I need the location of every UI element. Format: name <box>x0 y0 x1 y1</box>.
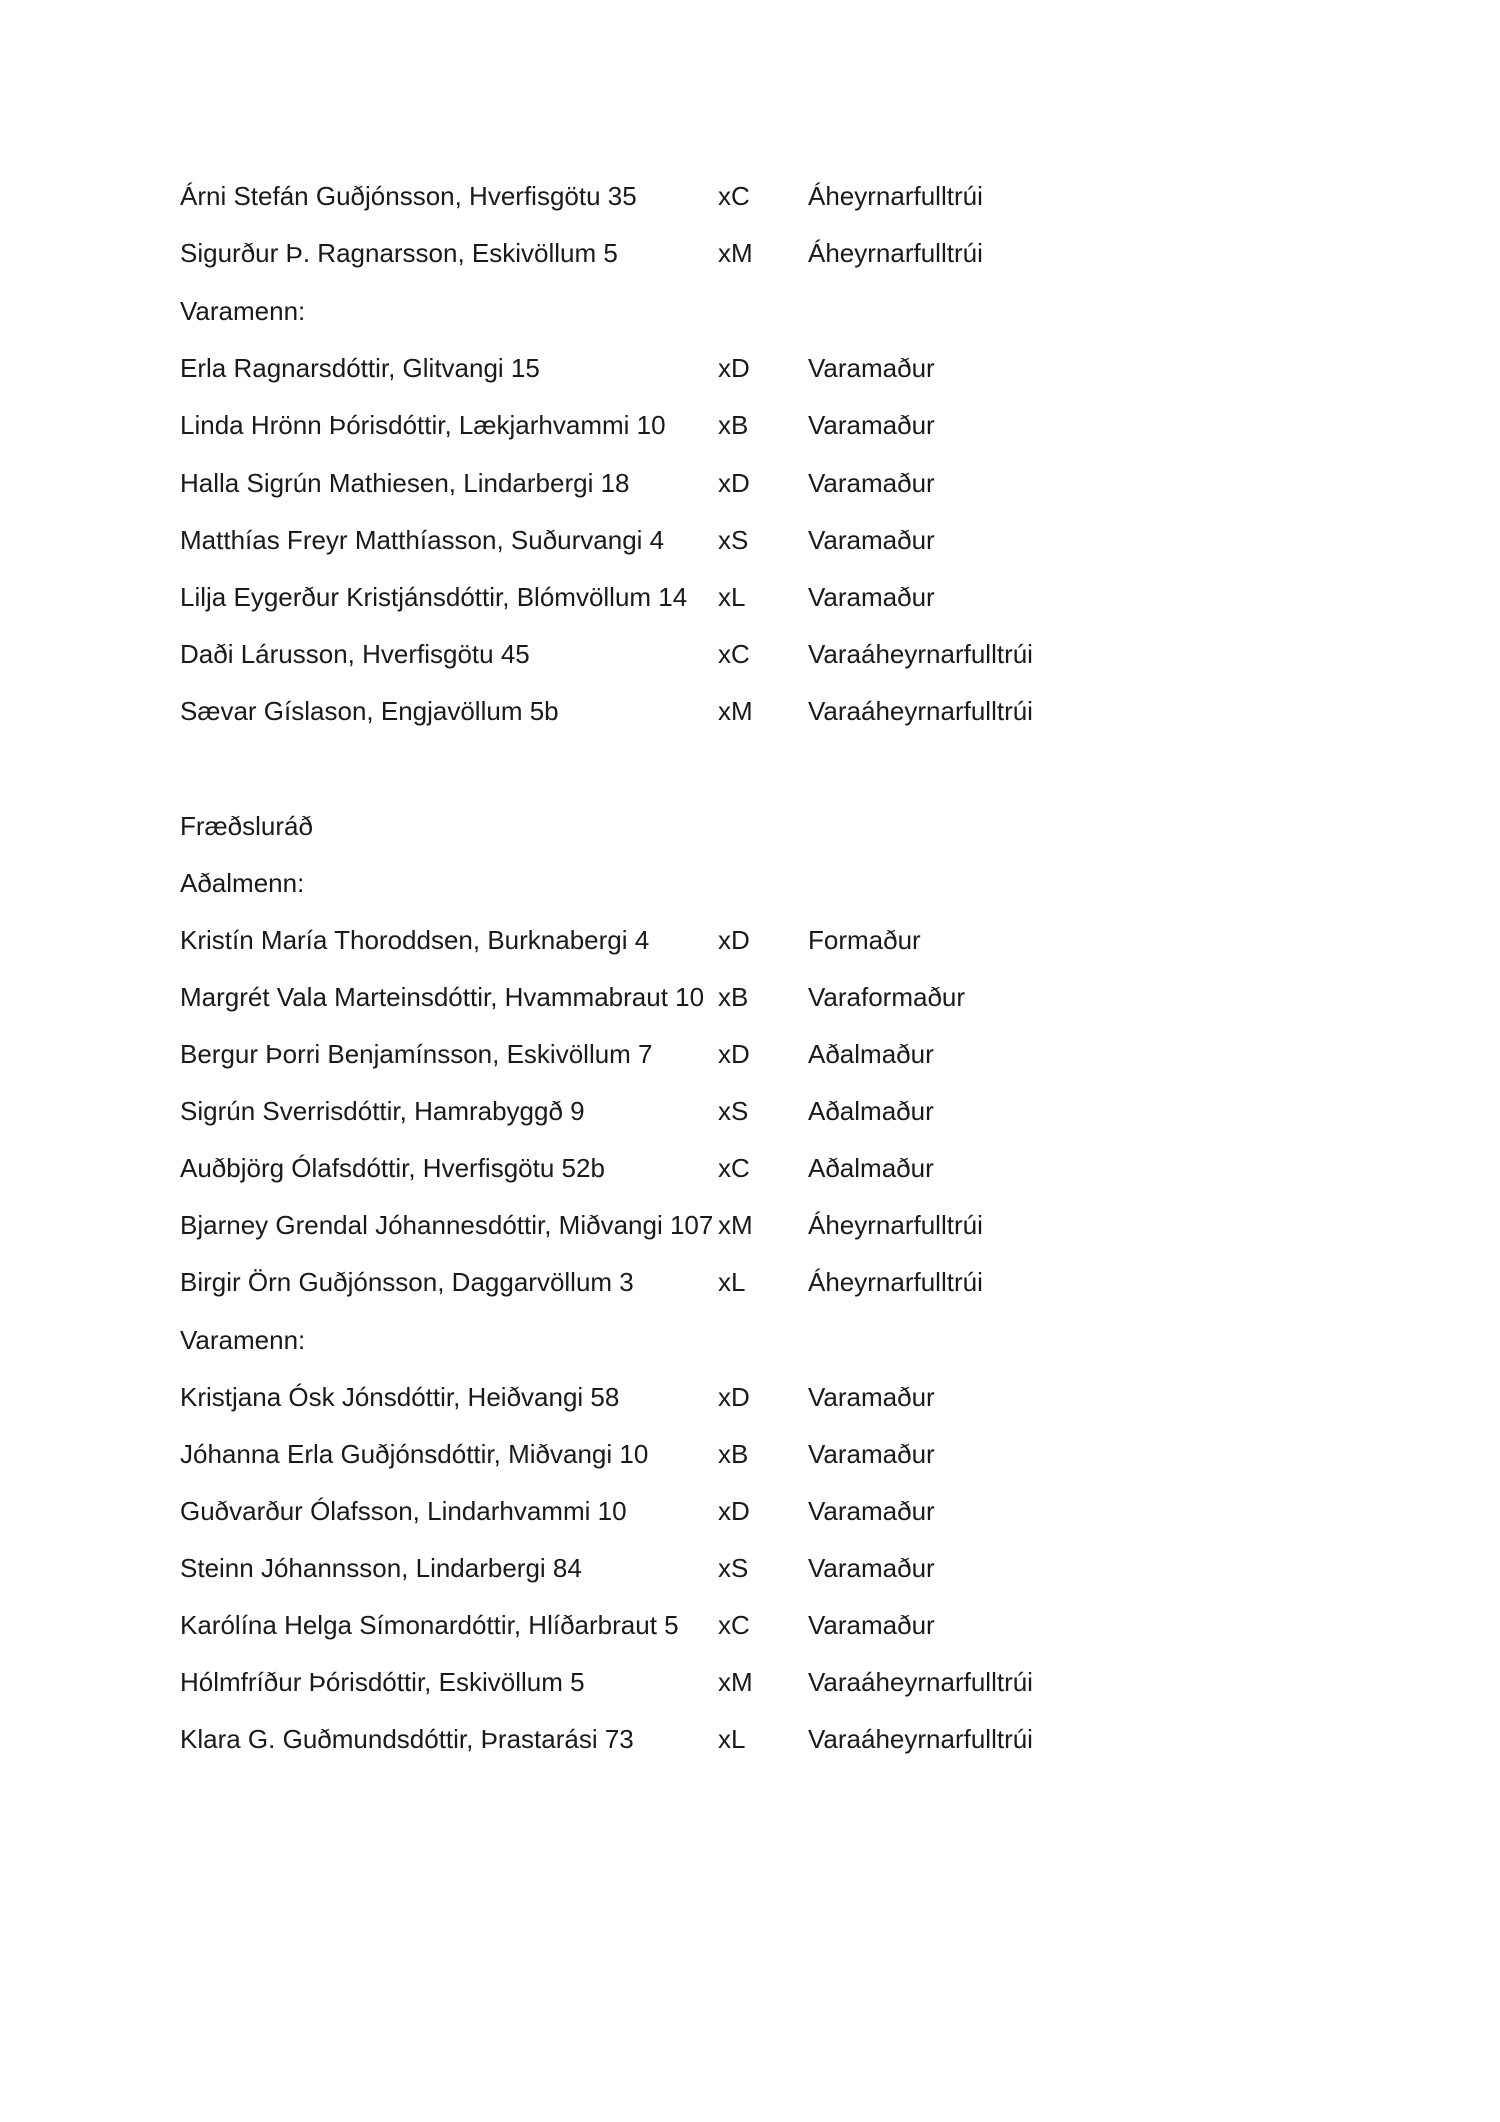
member-row <box>180 1719 1280 1759</box>
member-role: Varaáheyrnarfulltrúi <box>808 696 1033 726</box>
member-role: Varamaður <box>808 1496 935 1526</box>
member-party: xC <box>718 1610 750 1640</box>
member-row <box>180 920 1280 960</box>
member-role: Varamaður <box>808 1553 935 1583</box>
member-role: Varamaður <box>808 525 935 555</box>
member-role: Varamaður <box>808 410 935 440</box>
member-row <box>180 348 1280 388</box>
section-heading-adalmenn: Aðalmenn: <box>180 868 305 898</box>
section-heading-varamenn: Varamenn: <box>180 1325 306 1355</box>
member-role: Varaformaður <box>808 982 966 1012</box>
member-name: Jóhanna Erla Guðjónsdóttir, Miðvangi 10 <box>180 1439 649 1469</box>
member-name: Birgir Örn Guðjónsson, Daggarvöllum 3 <box>180 1267 634 1297</box>
section-title: Fræðsluráð <box>180 811 313 841</box>
member-party: xD <box>718 1039 750 1069</box>
member-name: Erla Ragnarsdóttir, Glitvangi 15 <box>180 353 540 383</box>
member-role: Varamaður <box>808 582 935 612</box>
member-row <box>180 233 1280 273</box>
member-row <box>180 405 1280 445</box>
section-heading-varamenn: Varamenn: <box>180 296 306 326</box>
member-party: xB <box>718 1439 749 1469</box>
member-name: Hólmfríður Þórisdóttir, Eskivöllum 5 <box>180 1667 585 1697</box>
member-name: Klara G. Guðmundsdóttir, Þrastarási 73 <box>180 1724 634 1754</box>
member-party: xC <box>718 639 750 669</box>
member-party: xS <box>718 525 749 555</box>
member-row <box>180 1262 1280 1302</box>
member-role: Aðalmaður <box>808 1153 934 1183</box>
member-role: Varamaður <box>808 1439 935 1469</box>
member-name: Kristín María Thoroddsen, Burknabergi 4 <box>180 925 650 955</box>
member-party: xM <box>718 238 753 268</box>
member-party: xD <box>718 353 750 383</box>
member-name: Matthías Freyr Matthíasson, Suðurvangi 4 <box>180 525 665 555</box>
member-role: Varaáheyrnarfulltrúi <box>808 639 1033 669</box>
member-party: xC <box>718 181 750 211</box>
member-row <box>180 1548 1280 1588</box>
member-row <box>180 1662 1280 1702</box>
member-row <box>180 1434 1280 1474</box>
member-row <box>180 1491 1280 1531</box>
member-party: xB <box>718 982 749 1012</box>
member-role: Varamaður <box>808 468 935 498</box>
member-role: Varamaður <box>808 353 935 383</box>
member-role: Áheyrnarfulltrúi <box>808 238 983 268</box>
member-row <box>180 463 1280 503</box>
member-role: Áheyrnarfulltrúi <box>808 1267 983 1297</box>
member-row <box>180 691 1280 731</box>
member-name: Sævar Gíslason, Engjavöllum 5b <box>180 696 559 726</box>
member-party: xS <box>718 1553 749 1583</box>
member-party: xC <box>718 1153 750 1183</box>
member-name: Lilja Eygerður Kristjánsdóttir, Blómvöllum 14 <box>180 582 688 612</box>
member-party: xM <box>718 1210 753 1240</box>
member-row <box>180 1377 1280 1417</box>
member-role: Áheyrnarfulltrúi <box>808 1210 983 1240</box>
member-role: Aðalmaður <box>808 1096 934 1126</box>
member-row <box>180 1034 1280 1074</box>
member-party: xM <box>718 696 753 726</box>
member-role: Varamaður <box>808 1382 935 1412</box>
member-name: Árni Stefán Guðjónsson, Hverfisgötu 35 <box>180 181 637 211</box>
member-name: Sigrún Sverrisdóttir, Hamrabyggð 9 <box>180 1096 585 1126</box>
member-name: Margrét Vala Marteinsdóttir, Hvammabraut 10 <box>180 982 705 1012</box>
member-row <box>180 1091 1280 1131</box>
member-row <box>180 977 1280 1017</box>
member-role: Formaður <box>808 925 921 955</box>
member-row <box>180 1148 1280 1188</box>
member-party: xD <box>718 925 750 955</box>
member-name: Bergur Þorri Benjamínsson, Eskivöllum 7 <box>180 1039 653 1069</box>
member-role: Áheyrnarfulltrúi <box>808 181 983 211</box>
member-role: Varamaður <box>808 1610 935 1640</box>
member-row <box>180 176 1280 216</box>
member-name: Kristjana Ósk Jónsdóttir, Heiðvangi 58 <box>180 1382 620 1412</box>
member-party: xD <box>718 1496 750 1526</box>
member-row <box>180 634 1280 674</box>
member-role: Varaáheyrnarfulltrúi <box>808 1724 1033 1754</box>
member-name: Karólína Helga Símonardóttir, Hlíðarbraut 5 <box>180 1610 679 1640</box>
member-party: xD <box>718 468 750 498</box>
member-party: xD <box>718 1382 750 1412</box>
member-party: xS <box>718 1096 749 1126</box>
member-name: Bjarney Grendal Jóhannesdóttir, Miðvangi 107 <box>180 1210 714 1240</box>
member-party: xB <box>718 410 749 440</box>
member-row <box>180 577 1280 617</box>
member-party: xL <box>718 1267 746 1297</box>
member-name: Linda Hrönn Þórisdóttir, Lækjarhvammi 10 <box>180 410 666 440</box>
member-party: xL <box>718 582 746 612</box>
member-role: Varaáheyrnarfulltrúi <box>808 1667 1033 1697</box>
member-row <box>180 1205 1280 1245</box>
member-name: Daði Lárusson, Hverfisgötu 45 <box>180 639 530 669</box>
member-name: Halla Sigrún Mathiesen, Lindarbergi 18 <box>180 468 630 498</box>
member-role: Aðalmaður <box>808 1039 934 1069</box>
member-row <box>180 1605 1280 1645</box>
member-name: Auðbjörg Ólafsdóttir, Hverfisgötu 52b <box>180 1153 605 1183</box>
member-party: xM <box>718 1667 753 1697</box>
member-row <box>180 520 1280 560</box>
member-name: Steinn Jóhannsson, Lindarbergi 84 <box>180 1553 582 1583</box>
member-name: Sigurður Þ. Ragnarsson, Eskivöllum 5 <box>180 238 618 268</box>
member-name: Guðvarður Ólafsson, Lindarhvammi 10 <box>180 1496 627 1526</box>
member-party: xL <box>718 1724 746 1754</box>
